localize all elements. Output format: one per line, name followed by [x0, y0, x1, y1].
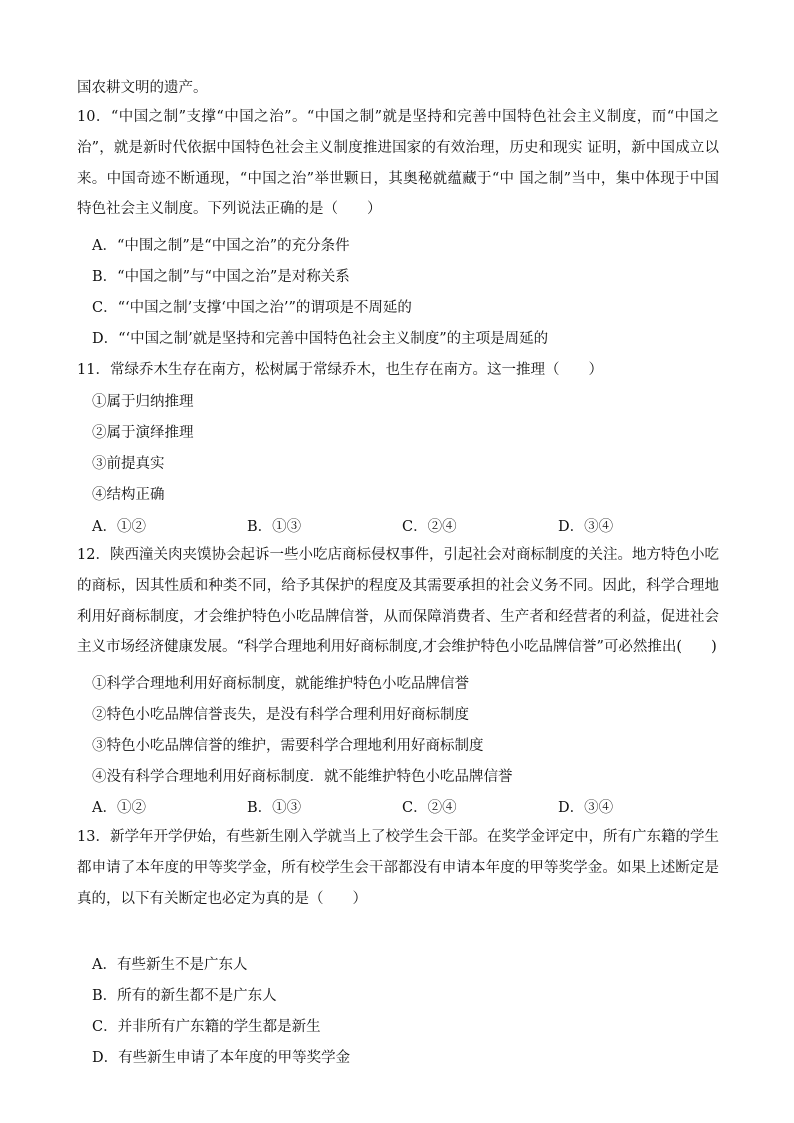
question-11-choice-a: A．①②: [92, 519, 146, 535]
question-12-choice-d: D．③④: [558, 800, 614, 816]
question-10-option-c: C．“‘中国之制’支撑‘中国之治’”的谓项是不周延的: [92, 300, 412, 316]
question-11-item-4: ④结构正确: [92, 487, 165, 503]
question-12-choice-a: A．①②: [92, 800, 146, 816]
question-13-option-b: B．所有的新生都不是广东人: [92, 988, 277, 1004]
question-10-option-a: A．“中围之制”是“中国之治”的充分条件: [92, 238, 350, 254]
question-12-item-1: ①科学合理地利用好商标制度，就能维护特色小吃品牌信誉: [92, 676, 469, 692]
question-12-item-2: ②特色小吃品牌信誉丧失，是没有科学合理利用好商标制度: [92, 707, 469, 723]
question-12-choice-b: B．①③: [247, 800, 302, 816]
question-12-stem: 12．陕西潼关肉夹馍协会起诉一些小吃店商标侵权事件，引起社会对商标制度的关注。地方特色小吃的商标，因其性质和种类不同，给予其保护的程度及其需要承担的社会义务不同。因此，科学合理地利用好商标制度，才会维护特色小吃品牌信誉，从而保障消费者、生产者和经营者的利益，促进社会主义市场经济健康发展。“科学合理地利用好商标制度,才会维护特色小吃品牌信誉”可必然推出( ): [77, 547, 719, 656]
question-11-choice-b: B．①③: [247, 519, 302, 535]
intro-tail-text: 国农耕文明的遗产。: [77, 80, 208, 96]
question-12-item-4: ④没有科学合理地利用好商标制度．就不能维护特色小吃品牌信誉: [92, 769, 513, 785]
question-11-item-3: ③前提真实: [92, 456, 165, 472]
question-12-item-3: ③特色小吃品牌信誉的维护，需要科学合理地利用好商标制度: [92, 738, 484, 754]
question-11-item-1: ①属于归纳推理: [92, 394, 194, 410]
question-11-choice-c: C．②④: [402, 519, 457, 535]
question-11-choice-d: D．③④: [558, 519, 614, 535]
question-12-choice-c: C．②④: [402, 800, 457, 816]
question-10-option-d: D．“‘中国之制’就是坚持和完善中国特色社会主义制度”的主项是周延的: [92, 331, 549, 347]
question-10-option-b: B．“中国之制”与“中国之治”是对称关系: [92, 269, 350, 285]
question-13-stem: 13．新学年开学伊始，有些新生刚入学就当上了校学生会干部。在奖学金评定中，所有广东籍的学生都申请了本年度的甲等奖学金，所有校学生会干部都没有申请本年度的甲等奖学金。如果上述断定是真的，以下有关断定也必定为真的是（ ）: [77, 829, 719, 907]
question-11-choices: [92, 517, 692, 537]
question-11-item-2: ②属于演绎推理: [92, 425, 194, 441]
question-10-stem: 10．“中国之制”支撑“中国之治”。“中国之制”就是坚持和完善中国特色社会主义制度，而“中国之治”，就是新时代依据中国特色社会主义制度推进国家的有效治理，历史和现实 证明，新中国成立以来。中国奇迹不断通现，“中国之治”举世颗日，其奥秘就蕴藏于“中 国之制”当中，集中体现于中国特色社会主义制度。下列说法正确的是（ ）: [77, 109, 719, 218]
question-12-choices: [92, 798, 692, 818]
question-11-stem: 11．常绿乔木生存在南方，松树属于常绿乔木，也生存在南方。这一推理（ ）: [77, 362, 603, 378]
question-13-option-a: A．有些新生不是广东人: [92, 957, 248, 973]
question-13-option-d: D．有些新生申请了本年度的甲等奖学金: [92, 1050, 351, 1066]
question-13-option-c: C．并非所有广东籍的学生都是新生: [92, 1019, 321, 1035]
